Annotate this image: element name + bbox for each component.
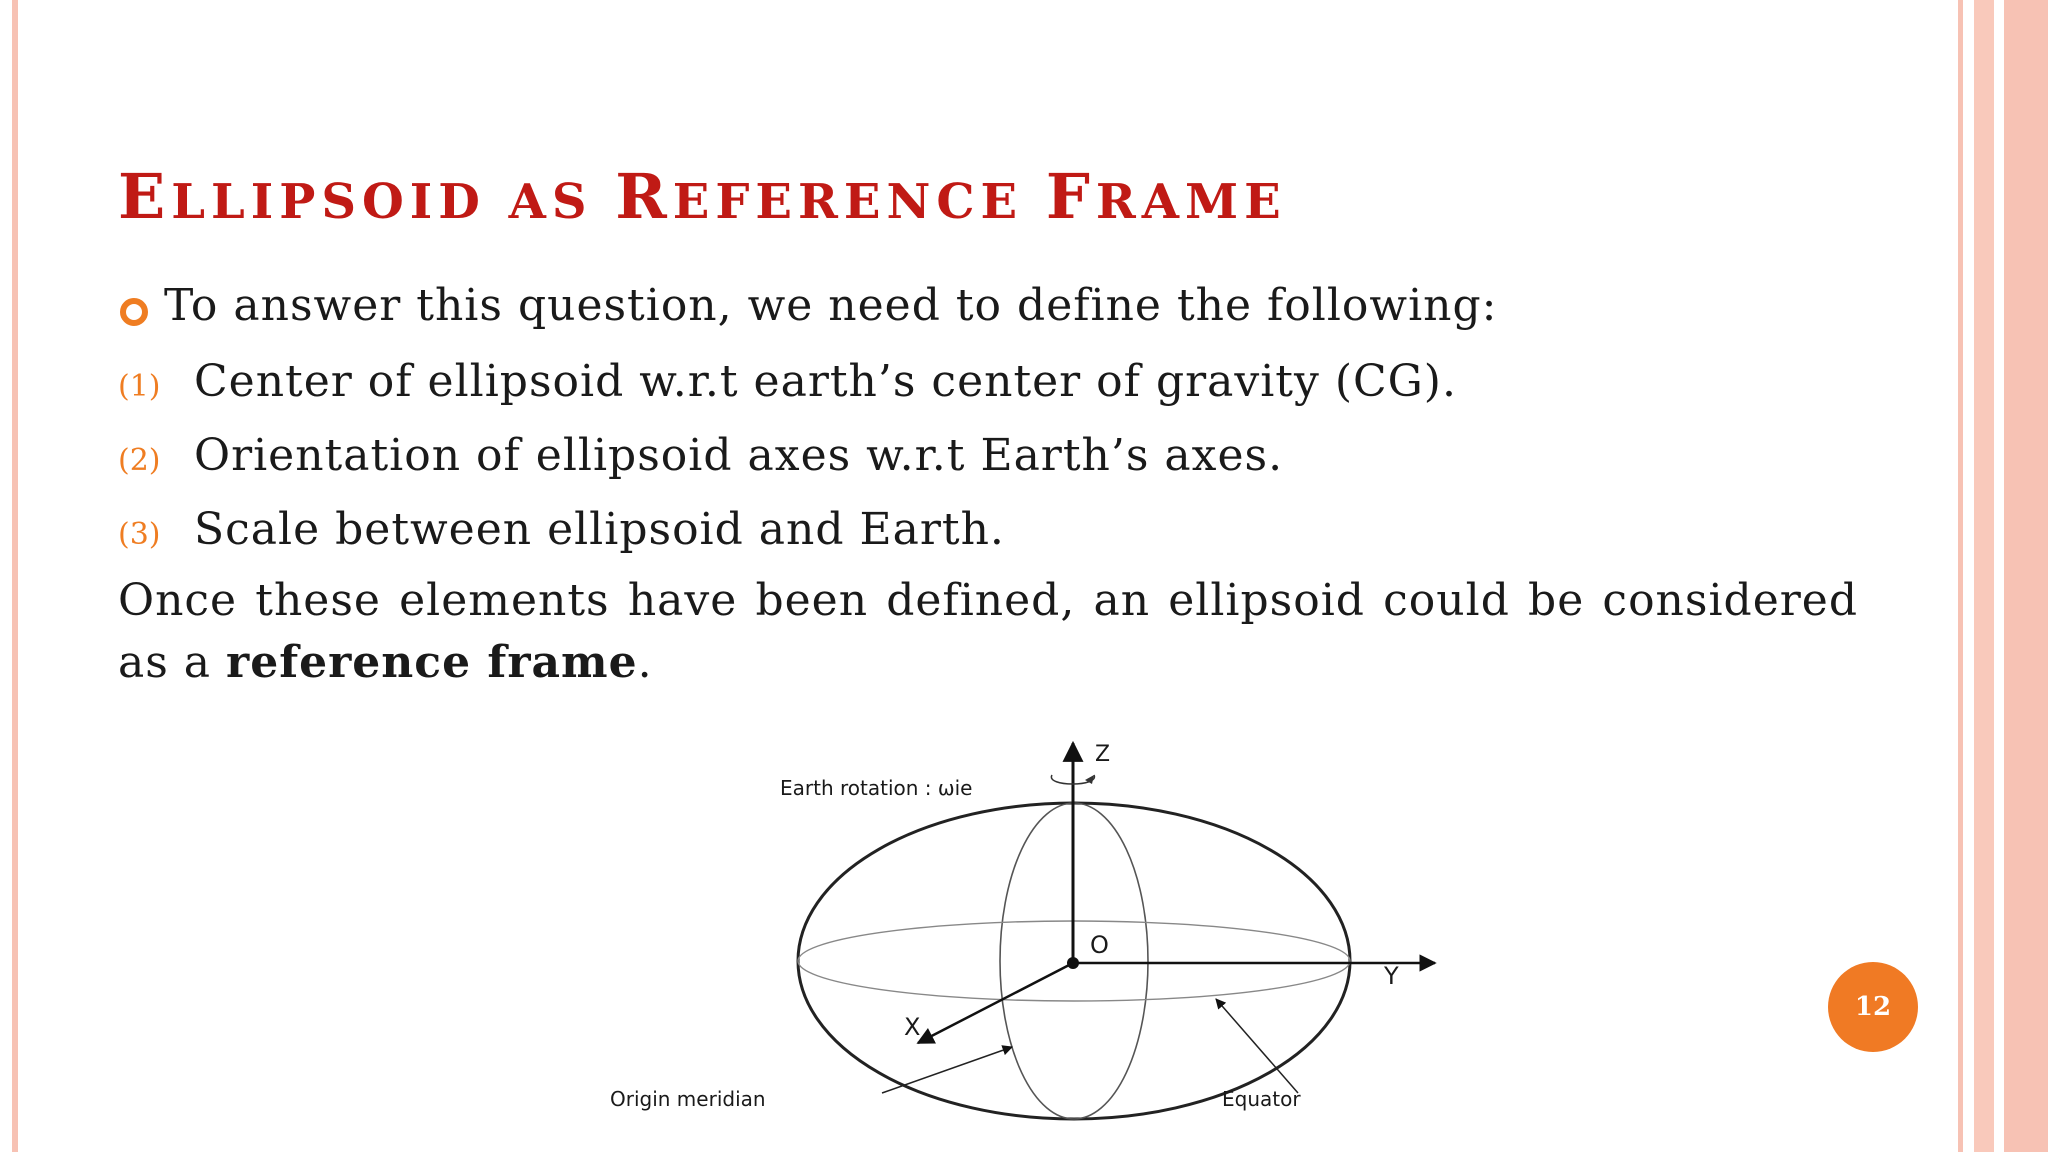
title-cap-2: R: [615, 160, 673, 233]
meridian-label: Origin meridian: [610, 1087, 766, 1111]
paragraph-end: .: [637, 637, 653, 688]
title-rest-3: RAME: [1095, 174, 1287, 230]
list-item: [118, 356, 1457, 407]
origin-label: O: [1090, 931, 1109, 959]
conclusion-paragraph: [118, 570, 1858, 694]
list-item: [118, 430, 1283, 481]
x-label: X: [904, 1013, 921, 1041]
list-item-number: (2): [118, 443, 161, 478]
list-item-text: Scale between ellipsoid and Earth.: [194, 504, 1005, 555]
list-item-text: Orientation of ellipsoid axes w.r.t Earth’s axes.: [194, 430, 1284, 481]
right-border-stripe-inner: [1958, 0, 1963, 1152]
paragraph-bold-term: reference frame: [226, 637, 638, 688]
slide-title: [118, 160, 1287, 233]
page-number-badge: 12: [1828, 962, 1918, 1052]
list-item: [118, 504, 1005, 555]
title-rest-2: EFERENCE: [672, 174, 1046, 230]
title-rest-1: LLIPSOID AS: [171, 174, 616, 230]
list-item-number: (3): [118, 517, 161, 552]
meridian-leader: [882, 1047, 1012, 1093]
equator-label: Equator: [1222, 1087, 1301, 1111]
bullet-text: To answer this question, we need to define the following:: [164, 280, 1498, 331]
origin-dot: [1067, 957, 1079, 969]
title-cap-3: F: [1045, 160, 1096, 233]
list-item-number: (1): [118, 369, 161, 404]
list-item-text: Center of ellipsoid w.r.t earth’s center of gravity (CG).: [194, 356, 1457, 407]
title-cap-1: E: [118, 160, 172, 233]
x-axis: [918, 963, 1073, 1043]
right-border-stripe-middle: [1974, 0, 1994, 1152]
rotation-label: Earth rotation : ωie: [780, 776, 973, 800]
left-border-stripe: [12, 0, 18, 1152]
z-label: Z: [1095, 742, 1111, 767]
ellipsoid-diagram: [600, 735, 1460, 1152]
paragraph-text: Once these elements have been defined, an ellipsoid could be considered as a: [118, 575, 1858, 688]
right-border-stripe-outer: [2004, 0, 2048, 1152]
bullet-circle-icon: [120, 298, 148, 326]
y-label: Y: [1384, 962, 1399, 990]
